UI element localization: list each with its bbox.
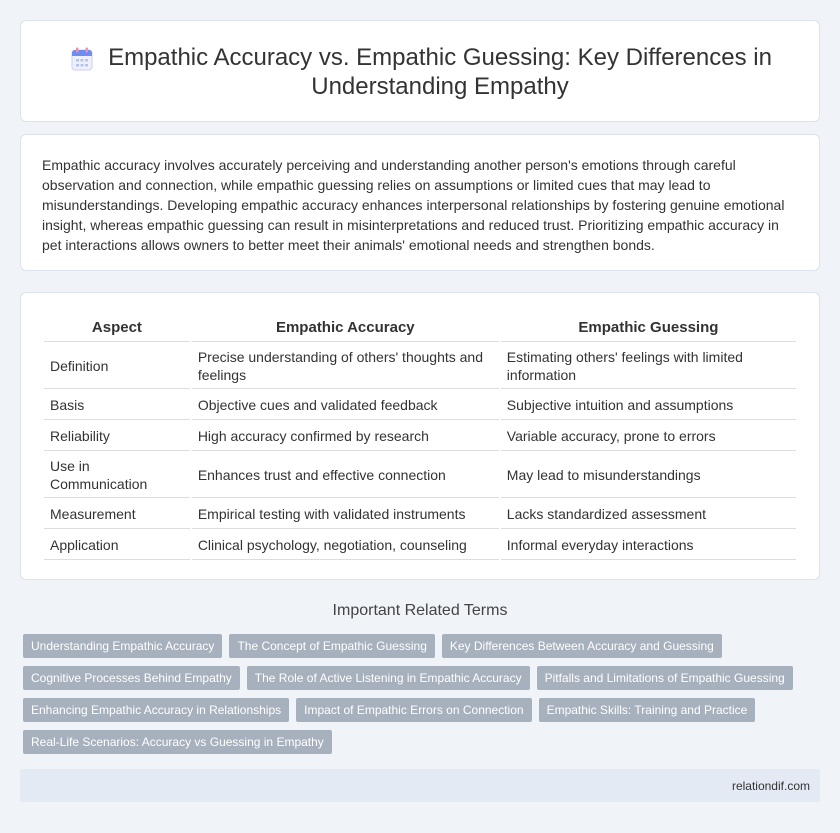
table-cell: Lacks standardized assessment xyxy=(501,500,796,529)
table-row xyxy=(44,453,796,498)
header-empathic-guessing: Empathic Guessing xyxy=(501,314,796,342)
related-term-tag[interactable]: Empathic Skills: Training and Practice xyxy=(539,698,756,722)
table-cell: High accuracy confirmed by research xyxy=(192,422,499,451)
related-term-tag[interactable]: Cognitive Processes Behind Empathy xyxy=(23,666,240,690)
table-cell: Precise understanding of others' thoughts and feelings xyxy=(192,344,499,389)
table-row xyxy=(44,422,796,451)
table-cell: May lead to misunderstandings xyxy=(501,453,796,498)
footer-site-link[interactable]: relationdif.com xyxy=(731,779,810,793)
footer xyxy=(20,769,820,802)
related-term-tag[interactable]: Key Differences Between Accuracy and Guessing xyxy=(442,634,722,658)
table-cell: Enhances trust and effective connection xyxy=(192,453,499,498)
table-header-row xyxy=(44,314,796,342)
table-cell: Informal everyday interactions xyxy=(501,531,796,560)
table-cell: Clinical psychology, negotiation, counseling xyxy=(192,531,499,560)
page-title: Empathic Accuracy vs. Empathic Guessing: Key Differences in Understanding Empathy xyxy=(108,44,772,100)
table-cell: Objective cues and validated feedback xyxy=(192,391,499,420)
intro-paragraph: Empathic accuracy involves accurately perceiving and understanding another person's emotions through careful observation and connection, while empathic guessing relies on assumptions or limited cues that may lead to misunderstandings. Developing empathic accuracy enhances interpersonal relationships by fostering genuine emotional insight, whereas empathic guessing can result in misinterpretations and reduced trust. Prioritizing empathic accuracy in pet interactions allows owners to better meet their animals' emotional needs and strengthen bonds. xyxy=(42,157,785,253)
table-cell: Use in Communication xyxy=(44,453,190,498)
table-cell: Basis xyxy=(44,391,190,420)
table-cell: Empirical testing with validated instruments xyxy=(192,500,499,529)
related-term-tag[interactable]: Real-Life Scenarios: Accuracy vs Guessing in Empathy xyxy=(23,730,332,754)
related-term-tag[interactable]: Enhancing Empathic Accuracy in Relationships xyxy=(23,698,289,722)
related-term-tag[interactable]: The Concept of Empathic Guessing xyxy=(229,634,434,658)
related-term-tag[interactable]: Impact of Empathic Errors on Connection xyxy=(296,698,531,722)
related-terms-title: Important Related Terms xyxy=(332,602,508,619)
table-row xyxy=(44,344,796,389)
related-term-tag[interactable]: Pitfalls and Limitations of Empathic Guessing xyxy=(537,666,793,690)
table-cell: Subjective intuition and assumptions xyxy=(501,391,796,420)
table-cell: Variable accuracy, prone to errors xyxy=(501,422,796,451)
related-term-tag[interactable]: The Role of Active Listening in Empathic Accuracy xyxy=(247,666,530,690)
table-cell: Definition xyxy=(44,344,190,389)
title-card xyxy=(20,20,820,122)
table-row xyxy=(44,391,796,420)
header-empathic-accuracy: Empathic Accuracy xyxy=(192,314,499,342)
table-cell: Reliability xyxy=(44,422,190,451)
table-row xyxy=(44,500,796,529)
comparison-table xyxy=(42,312,798,562)
related-term-tag[interactable]: Understanding Empathic Accuracy xyxy=(23,634,222,658)
header-aspect: Aspect xyxy=(44,314,190,342)
table-cell: Measurement xyxy=(44,500,190,529)
comparison-card xyxy=(20,292,820,580)
related-terms-list xyxy=(23,634,803,754)
table-row xyxy=(44,531,796,560)
table-cell: Estimating others' feelings with limited information xyxy=(501,344,796,389)
table-cell: Application xyxy=(44,531,190,560)
intro-card xyxy=(20,134,820,271)
